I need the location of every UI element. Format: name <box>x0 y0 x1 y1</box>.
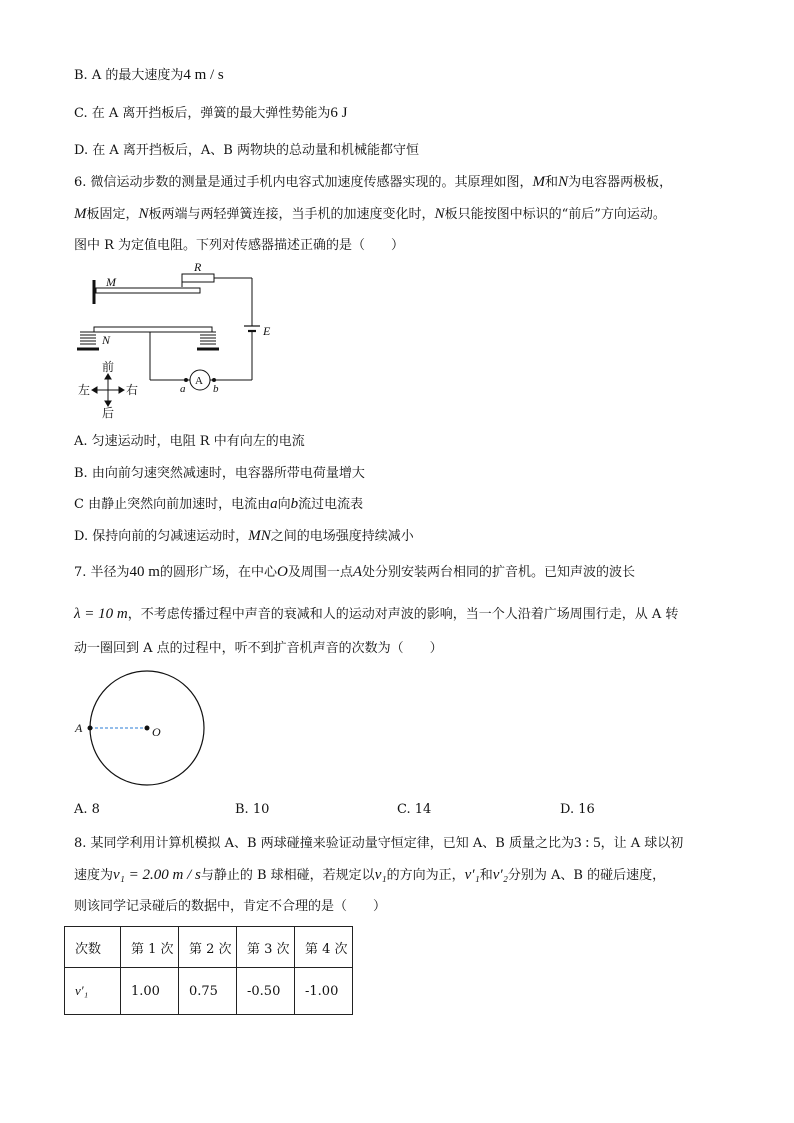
q6-symbol-m: M <box>74 206 87 222</box>
q8-symbol-v1: v₁ <box>374 867 387 883</box>
q7-radius: 40 m <box>129 564 160 580</box>
q6-symbol-n: N <box>434 206 445 222</box>
left-spring <box>77 332 99 349</box>
q5-option-b-value: 4 m / s <box>183 67 224 83</box>
q6-symbol-a: a <box>270 496 278 512</box>
q5-option-b-text: B. A 的最大速度为 <box>74 68 184 83</box>
q8-stem-text: 速度为 <box>74 868 114 883</box>
q5-option-c-value: 6 J <box>330 105 348 121</box>
q6-stem-line-3: 图中 R 为定值电阻。下列对传感器描述正确的是（ ） <box>74 238 405 253</box>
q7-symbol-o: O <box>276 564 288 580</box>
q7-option-b: B. 10 <box>235 802 270 817</box>
table-header-cell: 第 4 次 <box>295 927 353 968</box>
fig-label-a: A <box>75 721 83 735</box>
q6-option-d <box>74 527 414 546</box>
q8-stem-line-3: 则该同学记录碰后的数据中，肯定不合理的是（ ） <box>74 899 387 914</box>
q8-stem-text: 与静止的 B 球相碰，若规定以 <box>200 868 375 883</box>
q8-symbol-v2-prime: v′₂ <box>492 867 508 883</box>
fig-label-r: R <box>194 260 202 274</box>
q7-symbol-a: A <box>352 564 363 580</box>
q6-option-b: B. 由向前匀速突然减速时，电容器所带电荷量增大 <box>74 466 365 481</box>
q7-stem-line-1 <box>74 563 635 582</box>
table-row-label: v′₁ <box>65 968 121 1015</box>
q6-symbol-m: M <box>532 174 546 190</box>
direction-arrows <box>92 374 124 406</box>
q6-option-a: A. 匀速运动时，电阻 R 中有向左的电流 <box>74 434 305 449</box>
table-header-cell: 第 1 次 <box>121 927 179 968</box>
q8-initial-velocity: v₁ = 2.00 m / s <box>113 867 201 883</box>
q5-option-d: D. 在 A 离开挡板后，A、B 两物块的总动量和机械能都守恒 <box>74 143 419 158</box>
q7-circle-figure <box>70 668 230 798</box>
point-o <box>145 726 150 731</box>
q6-option-c-text: 向 <box>277 497 291 512</box>
fig-label-n: N <box>102 333 111 347</box>
q6-option-c <box>74 495 363 514</box>
dir-back: 后 <box>102 406 115 420</box>
q7-stem-line-3: 动一圈回到 A 点的过程中，听不到扩音机声音的次数为（ ） <box>74 641 443 656</box>
q5-option-c-text: C. 在 A 离开挡板后，弹簧的最大弹性势能为 <box>74 106 331 121</box>
q8-stem-line-2 <box>74 866 665 885</box>
q6-option-c-text: 流过电流表 <box>298 497 364 512</box>
q8-stem-text: 的方向为正， <box>386 868 465 883</box>
q8-stem-text: 分别为 A、B 的碰后速度， <box>507 868 666 883</box>
fig-label-o: O <box>152 725 161 739</box>
table-cell: -1.00 <box>295 968 353 1015</box>
q7-stem-text: 7. 半径为 <box>74 565 130 580</box>
q6-stem-text: 板只能按图中标识的“前后”方向运动。 <box>444 207 666 222</box>
fig-label-a: a <box>180 383 186 395</box>
q7-option-c: C. 14 <box>397 802 432 817</box>
resistor-r <box>182 274 214 282</box>
point-a <box>88 726 93 731</box>
fig-label-m: M <box>106 275 116 289</box>
q5-option-c <box>74 104 348 123</box>
q8-and: 和 <box>479 868 493 883</box>
q6-option-d-text: D. 保持向前的匀减速运动时， <box>74 529 249 544</box>
q6-stem-text: 6. 微信运动步数的测量是通过手机内电容式加速度传感器实现的。其原理如图， <box>74 175 533 190</box>
q6-stem-text: 板固定， <box>86 207 139 222</box>
dir-front: 前 <box>102 360 115 374</box>
q6-circuit-figure <box>70 260 290 420</box>
q8-data-table <box>64 926 353 1015</box>
q6-symbol-n: N <box>558 174 569 190</box>
q7-stem-text: 及周围一点 <box>287 565 353 580</box>
table-header-cell: 次数 <box>65 927 121 968</box>
dir-left: 左 <box>78 383 91 397</box>
q8-stem-text: 8. 某同学利用计算机模拟 A、B 两球碰撞来验证动量守恒定律，已知 A、B 质量之比为 <box>74 836 574 851</box>
table-cell: -0.50 <box>237 968 295 1015</box>
q5-option-b <box>74 66 224 85</box>
table-cell: 1.00 <box>121 968 179 1015</box>
q6-stem-line-1 <box>74 173 672 192</box>
q8-mass-ratio: 3 : 5 <box>573 835 601 851</box>
q6-option-d-text: 之间的电场强度持续减小 <box>270 529 414 544</box>
q6-option-c-text: C 由静止突然向前加速时，电流由 <box>74 497 271 512</box>
right-spring <box>197 332 219 349</box>
q6-stem-text: 板两端与两轻弹簧连接，当手机的加速度变化时， <box>148 207 435 222</box>
table-header-row <box>65 927 353 968</box>
q7-option-d: D. 16 <box>560 802 595 817</box>
q8-symbol-v1-prime: v′₁ <box>464 867 480 883</box>
fig-label-e: E <box>263 324 271 338</box>
q8-stem-text: ，让 A 球以初 <box>600 836 684 851</box>
dir-right: 右 <box>126 383 139 397</box>
q6-symbol-mn: MN <box>248 528 271 544</box>
q7-stem-text: 的圆形广场，在中心 <box>159 565 277 580</box>
q8-stem-line-1 <box>74 834 683 853</box>
table-row <box>65 968 353 1015</box>
q6-stem-line-2 <box>74 205 666 224</box>
q7-stem-text: 处分别安装两台相同的扩音机。已知声波的波长 <box>362 565 636 580</box>
q6-symbol-n: N <box>138 206 149 222</box>
q6-symbol-b: b <box>290 496 299 512</box>
q7-stem-line-2 <box>74 605 678 624</box>
fig-label-ammeter: A <box>195 375 203 387</box>
table-header-cell: 第 2 次 <box>179 927 237 968</box>
q7-option-a: A. 8 <box>74 802 100 817</box>
table-header-cell: 第 3 次 <box>237 927 295 968</box>
q7-stem-text: ，不考虑传播过程中声音的衰减和人的运动对声波的影响，当一个人沿着广场周围行走，从 A 转 <box>127 607 679 622</box>
q7-wavelength: λ = 10 m <box>74 606 128 622</box>
table-cell: 0.75 <box>179 968 237 1015</box>
fig-label-b: b <box>213 383 219 395</box>
q6-stem-text: 为电容器两极板， <box>568 175 673 190</box>
q6-and: 和 <box>545 175 559 190</box>
